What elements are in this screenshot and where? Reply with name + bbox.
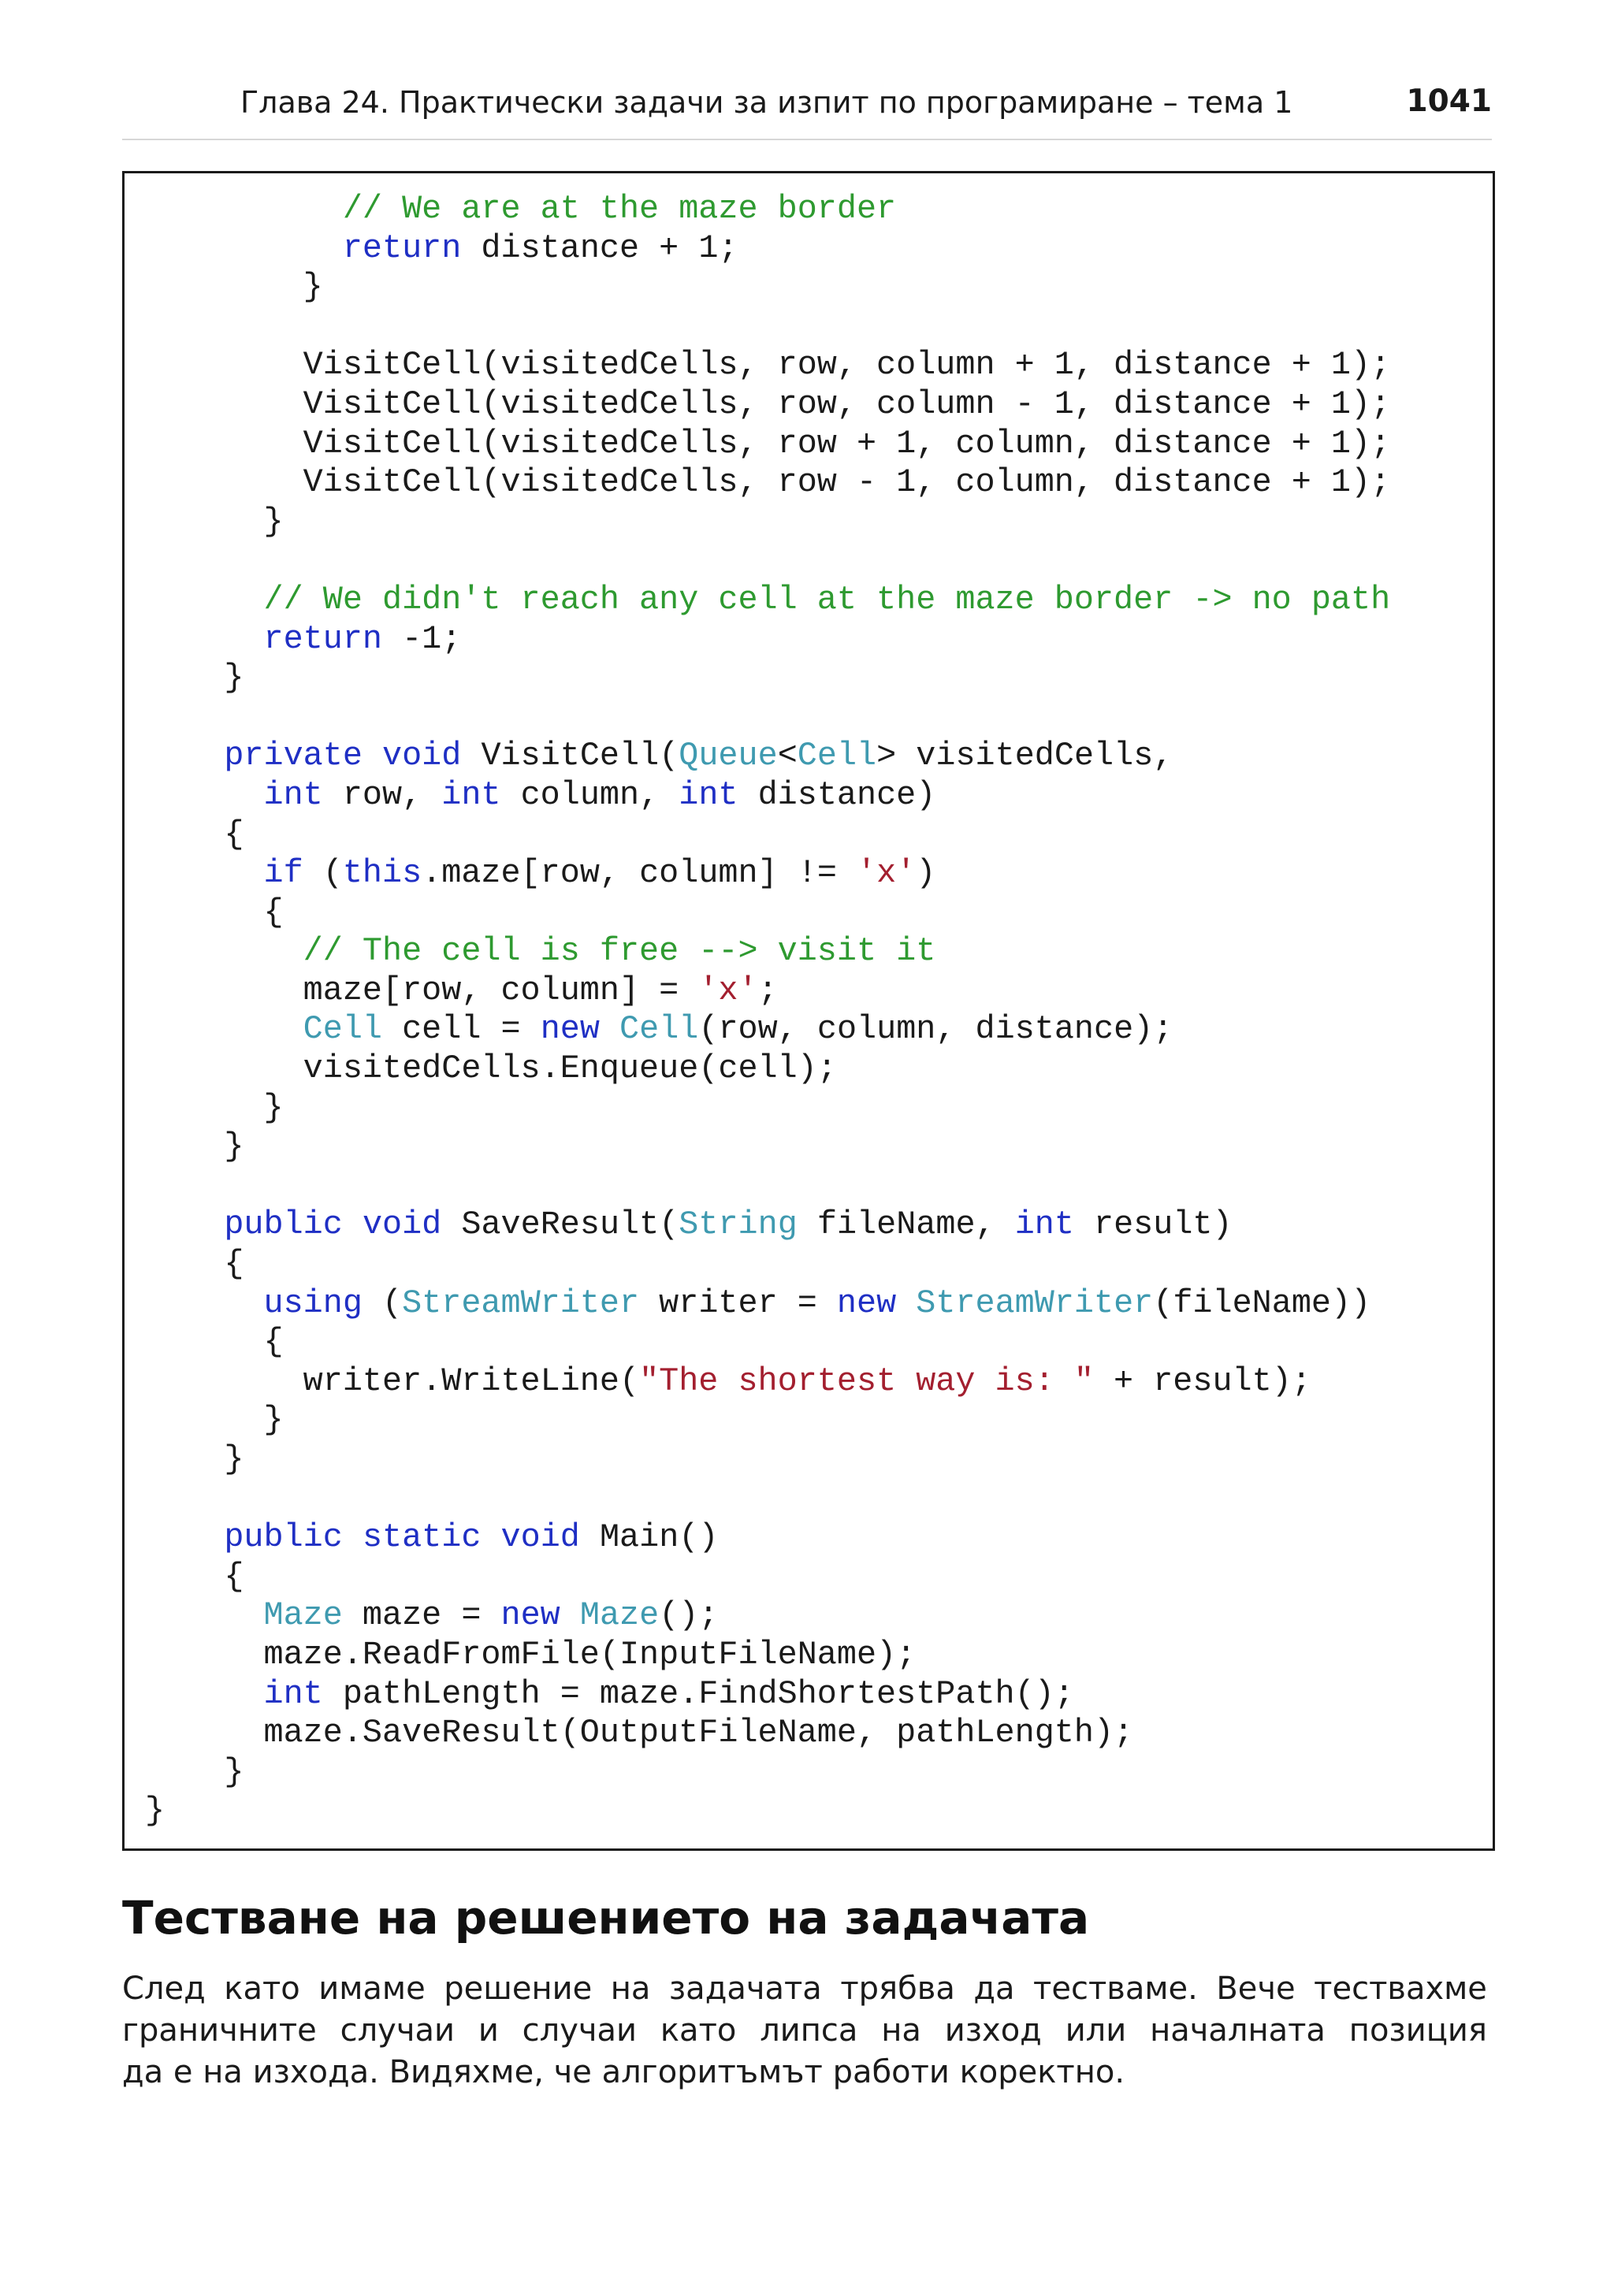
code-line	[145, 425, 1390, 464]
code-token: (row, column, distance);	[698, 1010, 1173, 1049]
chapter-title: Глава 24. Практически задачи за изпит по програмиране – тема 1	[240, 85, 1293, 120]
code-token	[145, 854, 264, 892]
code-line	[145, 620, 1390, 659]
code-token: }	[145, 1440, 244, 1478]
code-line	[145, 698, 1390, 737]
code-line	[145, 659, 1390, 698]
code-token: column,	[500, 775, 679, 814]
code-token	[145, 229, 343, 267]
code-token: maze.ReadFromFile(InputFileName);	[145, 1635, 917, 1674]
code-line	[145, 1792, 1390, 1831]
code-token: {	[145, 815, 244, 853]
code-line	[145, 1323, 1390, 1362]
code-line	[145, 1010, 1390, 1050]
code-token: new	[500, 1596, 560, 1635]
code-line	[145, 1401, 1390, 1440]
code-token: return	[342, 228, 462, 267]
code-token: return	[263, 619, 382, 658]
code-token: .maze[row, column] !=	[422, 854, 857, 893]
code-token: VisitCell(visitedCells, row, column + 1, distance + 1);	[145, 346, 1391, 385]
code-line	[145, 268, 1390, 307]
code-line	[145, 307, 1390, 347]
code-line	[145, 854, 1390, 894]
code-token: public	[224, 1206, 343, 1244]
code-line	[145, 972, 1390, 1011]
code-token	[145, 1284, 264, 1322]
code-token: {	[145, 893, 284, 931]
code-token: void	[500, 1518, 580, 1557]
code-token	[145, 1010, 303, 1048]
code-token: {	[145, 1323, 284, 1362]
paragraph-line: граничните случаи и случаи като липса на изход или началната позиция	[122, 2012, 1487, 2049]
code-line	[145, 1362, 1390, 1402]
code-token	[363, 737, 382, 775]
section-heading: Тестване на решението на задачата	[122, 1891, 1090, 1945]
code-line	[145, 190, 1390, 229]
code-token: > visitedCells,	[876, 737, 1173, 775]
code-line	[145, 1245, 1390, 1284]
code-token: distance)	[738, 775, 936, 814]
code-token: }	[145, 268, 323, 307]
code-token: int	[263, 1674, 323, 1713]
code-token: 'x'	[857, 854, 917, 893]
code-line	[145, 776, 1390, 815]
code-token	[145, 737, 224, 775]
code-line	[145, 1675, 1390, 1715]
code-token: String	[679, 1206, 798, 1244]
code-token: (	[362, 1284, 403, 1322]
code-token: void	[362, 1206, 442, 1244]
code-token: // We didn't reach any cell at the maze border -> no path	[145, 580, 1391, 619]
code-token: ();	[659, 1596, 719, 1635]
code-token	[896, 1284, 916, 1322]
code-token: maze.SaveResult(OutputFileName, pathLength);	[145, 1714, 1134, 1752]
code-line	[145, 541, 1390, 581]
code-token: static	[362, 1518, 482, 1557]
code-token: }	[145, 502, 284, 541]
code-token: void	[382, 737, 462, 775]
code-line	[145, 1089, 1390, 1128]
code-line	[145, 1753, 1390, 1793]
code-token: Cell	[619, 1010, 699, 1049]
code-token: int	[679, 775, 738, 814]
code-token: writer =	[639, 1284, 837, 1322]
code-line	[145, 737, 1390, 776]
code-token	[145, 776, 264, 814]
code-line	[145, 815, 1390, 855]
code-token: {	[145, 1245, 244, 1284]
code-line	[145, 1167, 1390, 1206]
code-token: cell =	[382, 1010, 541, 1049]
code-token: using	[263, 1284, 363, 1322]
code-token: public	[224, 1518, 343, 1557]
code-token: Queue	[679, 737, 778, 775]
code-token	[343, 1518, 363, 1556]
code-token: writer.WriteLine(	[145, 1362, 640, 1400]
code-line	[145, 1128, 1390, 1167]
code-line	[145, 1518, 1390, 1558]
code-token: }	[145, 1088, 284, 1127]
code-token: result)	[1073, 1206, 1233, 1244]
code-line	[145, 1558, 1390, 1597]
code-line	[145, 1596, 1390, 1636]
code-token: Maze	[263, 1596, 343, 1635]
page-header	[122, 79, 1492, 140]
code-token: visitedCells.Enqueue(cell);	[145, 1050, 837, 1088]
code-listing	[122, 171, 1495, 1851]
code-token: // The cell is free --> visit it	[145, 932, 936, 971]
code-block	[145, 190, 1390, 1831]
code-line	[145, 463, 1390, 503]
code-token: maze[row, column] =	[145, 971, 699, 1009]
code-line	[145, 503, 1390, 542]
code-token: Cell	[303, 1010, 383, 1049]
code-line	[145, 932, 1390, 972]
code-token: VisitCell(visitedCells, row - 1, column, distance + 1);	[145, 463, 1391, 502]
code-token: // We are at the maze border	[145, 190, 897, 228]
code-token: VisitCell(visitedCells, row, column - 1, distance + 1);	[145, 385, 1391, 423]
code-token: Maze	[579, 1596, 660, 1635]
code-token: new	[540, 1010, 600, 1049]
code-line	[145, 1480, 1390, 1519]
code-token: row,	[322, 775, 442, 814]
code-token: )	[916, 854, 936, 893]
section-paragraph	[122, 1968, 1487, 2094]
code-token: -1;	[382, 619, 462, 658]
paragraph-line: След като имаме решение на задачата трябва да тестваме. Вече тествахме	[122, 1971, 1487, 2007]
code-token: if	[263, 854, 303, 893]
code-line	[145, 385, 1390, 425]
code-token: int	[1014, 1206, 1074, 1244]
code-line	[145, 581, 1390, 620]
code-token: SaveResult(	[441, 1206, 679, 1244]
code-line	[145, 229, 1390, 269]
code-token: maze =	[342, 1596, 501, 1635]
code-token: 'x'	[698, 971, 758, 1009]
code-token: }	[145, 1128, 244, 1166]
code-line	[145, 1440, 1390, 1480]
code-token	[145, 1596, 264, 1634]
code-token: StreamWriter	[402, 1284, 640, 1322]
code-token: }	[145, 1401, 284, 1440]
code-token: "The shortest way is: "	[639, 1362, 1094, 1400]
code-token: int	[441, 775, 501, 814]
code-token: distance + 1;	[461, 228, 738, 267]
code-token	[600, 1010, 619, 1048]
code-token	[560, 1596, 580, 1634]
code-token: + result);	[1093, 1362, 1311, 1400]
code-token: }	[145, 659, 244, 697]
code-line	[145, 1206, 1390, 1245]
page-number: 1041	[1406, 84, 1492, 119]
code-token: this	[342, 854, 422, 893]
code-token	[343, 1206, 363, 1243]
code-line	[145, 346, 1390, 385]
code-token: <	[777, 737, 798, 775]
code-token: StreamWriter	[916, 1284, 1154, 1322]
code-line	[145, 1714, 1390, 1753]
code-line	[145, 1284, 1390, 1324]
paragraph-line: да е на изхода. Видяхме, че алгоритъмът работи коректно.	[122, 2054, 1125, 2090]
code-token: Main()	[579, 1518, 719, 1557]
code-token: }	[145, 1792, 165, 1830]
code-token: (fileName))	[1153, 1284, 1371, 1322]
code-token: fileName,	[797, 1206, 1015, 1244]
code-line	[145, 894, 1390, 933]
code-token	[145, 1675, 264, 1713]
code-line	[145, 1050, 1390, 1089]
code-token: private	[224, 737, 363, 775]
code-token	[481, 1518, 500, 1556]
code-token: {	[145, 1557, 244, 1596]
code-token	[145, 620, 264, 658]
code-token: (	[303, 854, 343, 893]
code-token: int	[263, 775, 323, 814]
code-line	[145, 1636, 1390, 1675]
code-token: new	[836, 1284, 897, 1322]
code-token	[145, 1206, 224, 1243]
code-token: VisitCell(visitedCells, row + 1, column, distance + 1);	[145, 424, 1391, 463]
code-token: pathLength = maze.FindShortestPath();	[322, 1674, 1074, 1713]
code-token: VisitCell(	[461, 737, 679, 775]
code-token: ;	[757, 971, 778, 1009]
code-token	[145, 1518, 224, 1556]
code-token: Cell	[797, 737, 877, 775]
code-token: }	[145, 1752, 244, 1791]
